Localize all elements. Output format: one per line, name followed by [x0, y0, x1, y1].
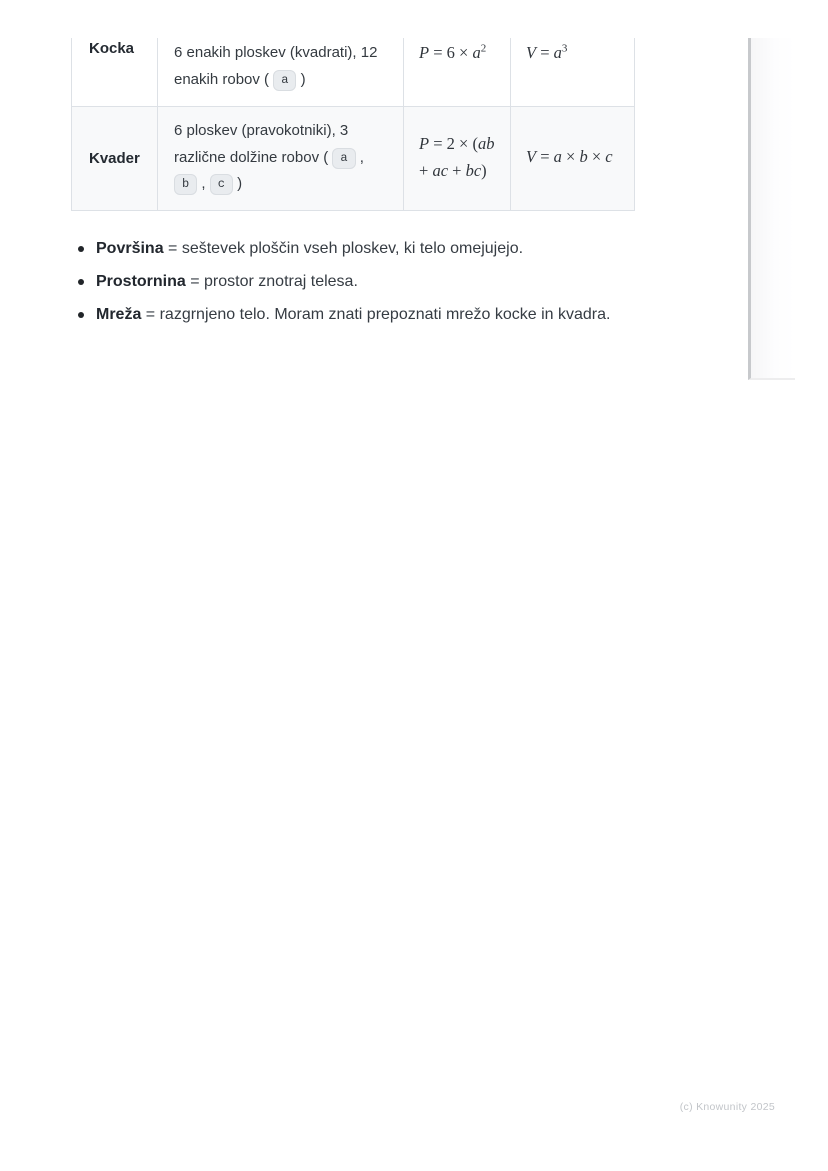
table-row-kocka: [72, 38, 635, 106]
solid-description-kvader: 6 ploskev (pravokotniki), 3 različne dolžine robov ( a , b , c ): [158, 106, 404, 210]
list-item-prostornina: [71, 269, 731, 295]
term-mreza: Mreža: [96, 306, 142, 323]
term-prostornina: Prostornina: [96, 273, 186, 290]
volume-formula-kvader: V = a × b × c: [526, 147, 613, 167]
solid-description-kocka: 6 enakih ploskev (kvadrati), 12 enakih robov ( a ): [158, 38, 404, 106]
next-page-preview-strip[interactable]: [748, 38, 795, 380]
definitions-list: [71, 236, 731, 335]
solids-properties-table: [71, 38, 635, 211]
code-chip-b: b: [174, 174, 197, 195]
surface-formula-kocka: $P = 6 \times a^2$: [419, 42, 487, 62]
code-chip-c: c: [210, 174, 233, 195]
surface-formula-kvader: P = 2 × (ab + ac + bc): [419, 133, 495, 180]
definition-mreza: = razgrnjeno telo. Moram znati prepoznati mrežo kocke in kvadra.: [141, 306, 611, 323]
code-chip-a: a: [332, 148, 355, 169]
definition-povrsina: = seštevek ploščin vseh ploskev, ki telo omejujejo.: [163, 240, 524, 257]
volume-formula-kocka: $V = a^3$: [526, 42, 568, 62]
code-chip-a: a: [273, 70, 296, 91]
table-row-kvader: [72, 106, 635, 210]
solid-name-kvader: Kvader: [72, 106, 158, 210]
list-item-mreza: [71, 302, 731, 328]
definition-prostornina: = prostor znotraj telesa.: [185, 273, 358, 290]
list-item-povrsina: [71, 236, 731, 262]
solid-name-kocka: Kocka: [72, 38, 158, 106]
copyright-footer: (c) Knowunity 2025: [679, 1101, 775, 1113]
term-povrsina: Površina: [96, 240, 164, 257]
